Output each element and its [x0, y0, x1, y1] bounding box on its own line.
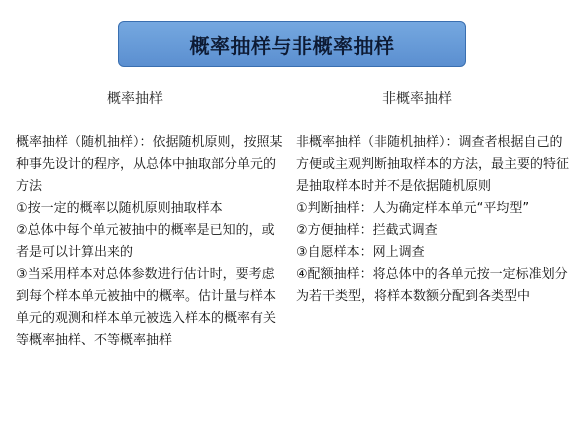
probability-point-2: ②总体中每个单元被抽中的概率是已知的，或者是可以计算出来的 — [16, 223, 275, 260]
title-banner — [118, 21, 466, 67]
non-probability-sampling-heading: 非概率抽样 — [382, 91, 452, 107]
probability-point-1: ①按一定的概率以随机原则抽取样本 — [16, 201, 223, 216]
non-probability-definition: 非概率抽样（非随机抽样）：调查者根据自己的方便或主观判断抽取样本的方法，最主要的特征是抽取样本时并不是依据随机原则 — [296, 135, 570, 194]
page-title: 概率抽样与非概率抽样 — [189, 33, 395, 58]
non-probability-point-3: ③自愿样本：网上调查 — [296, 245, 425, 260]
probability-sampling-column — [16, 132, 284, 352]
probability-definition: 概率抽样（随机抽样）：依据随机原则，按照某种事先设计的程序，从总体中抽取部分单元的方法 — [16, 135, 283, 194]
non-probability-sampling-column — [296, 132, 570, 308]
probability-sampling-heading: 概率抽样 — [107, 91, 163, 107]
non-probability-point-1: ①判断抽样：人为确定样本单元“平均型” — [296, 201, 530, 216]
non-probability-point-4: ④配额抽样：将总体中的各单元按一定标准划分为若干类型，将样本数额分配到各类型中 — [296, 267, 568, 304]
probability-types: 等概率抽样、不等概率抽样 — [16, 333, 173, 348]
probability-point-3: ③当采用样本对总体参数进行估计时，要考虑到每个样本单元被抽中的概率。估计量与样本单元的观测和样本单元被选入样本的概率有关 — [16, 267, 277, 326]
non-probability-point-2: ②方便抽样：拦截式调查 — [296, 223, 438, 238]
